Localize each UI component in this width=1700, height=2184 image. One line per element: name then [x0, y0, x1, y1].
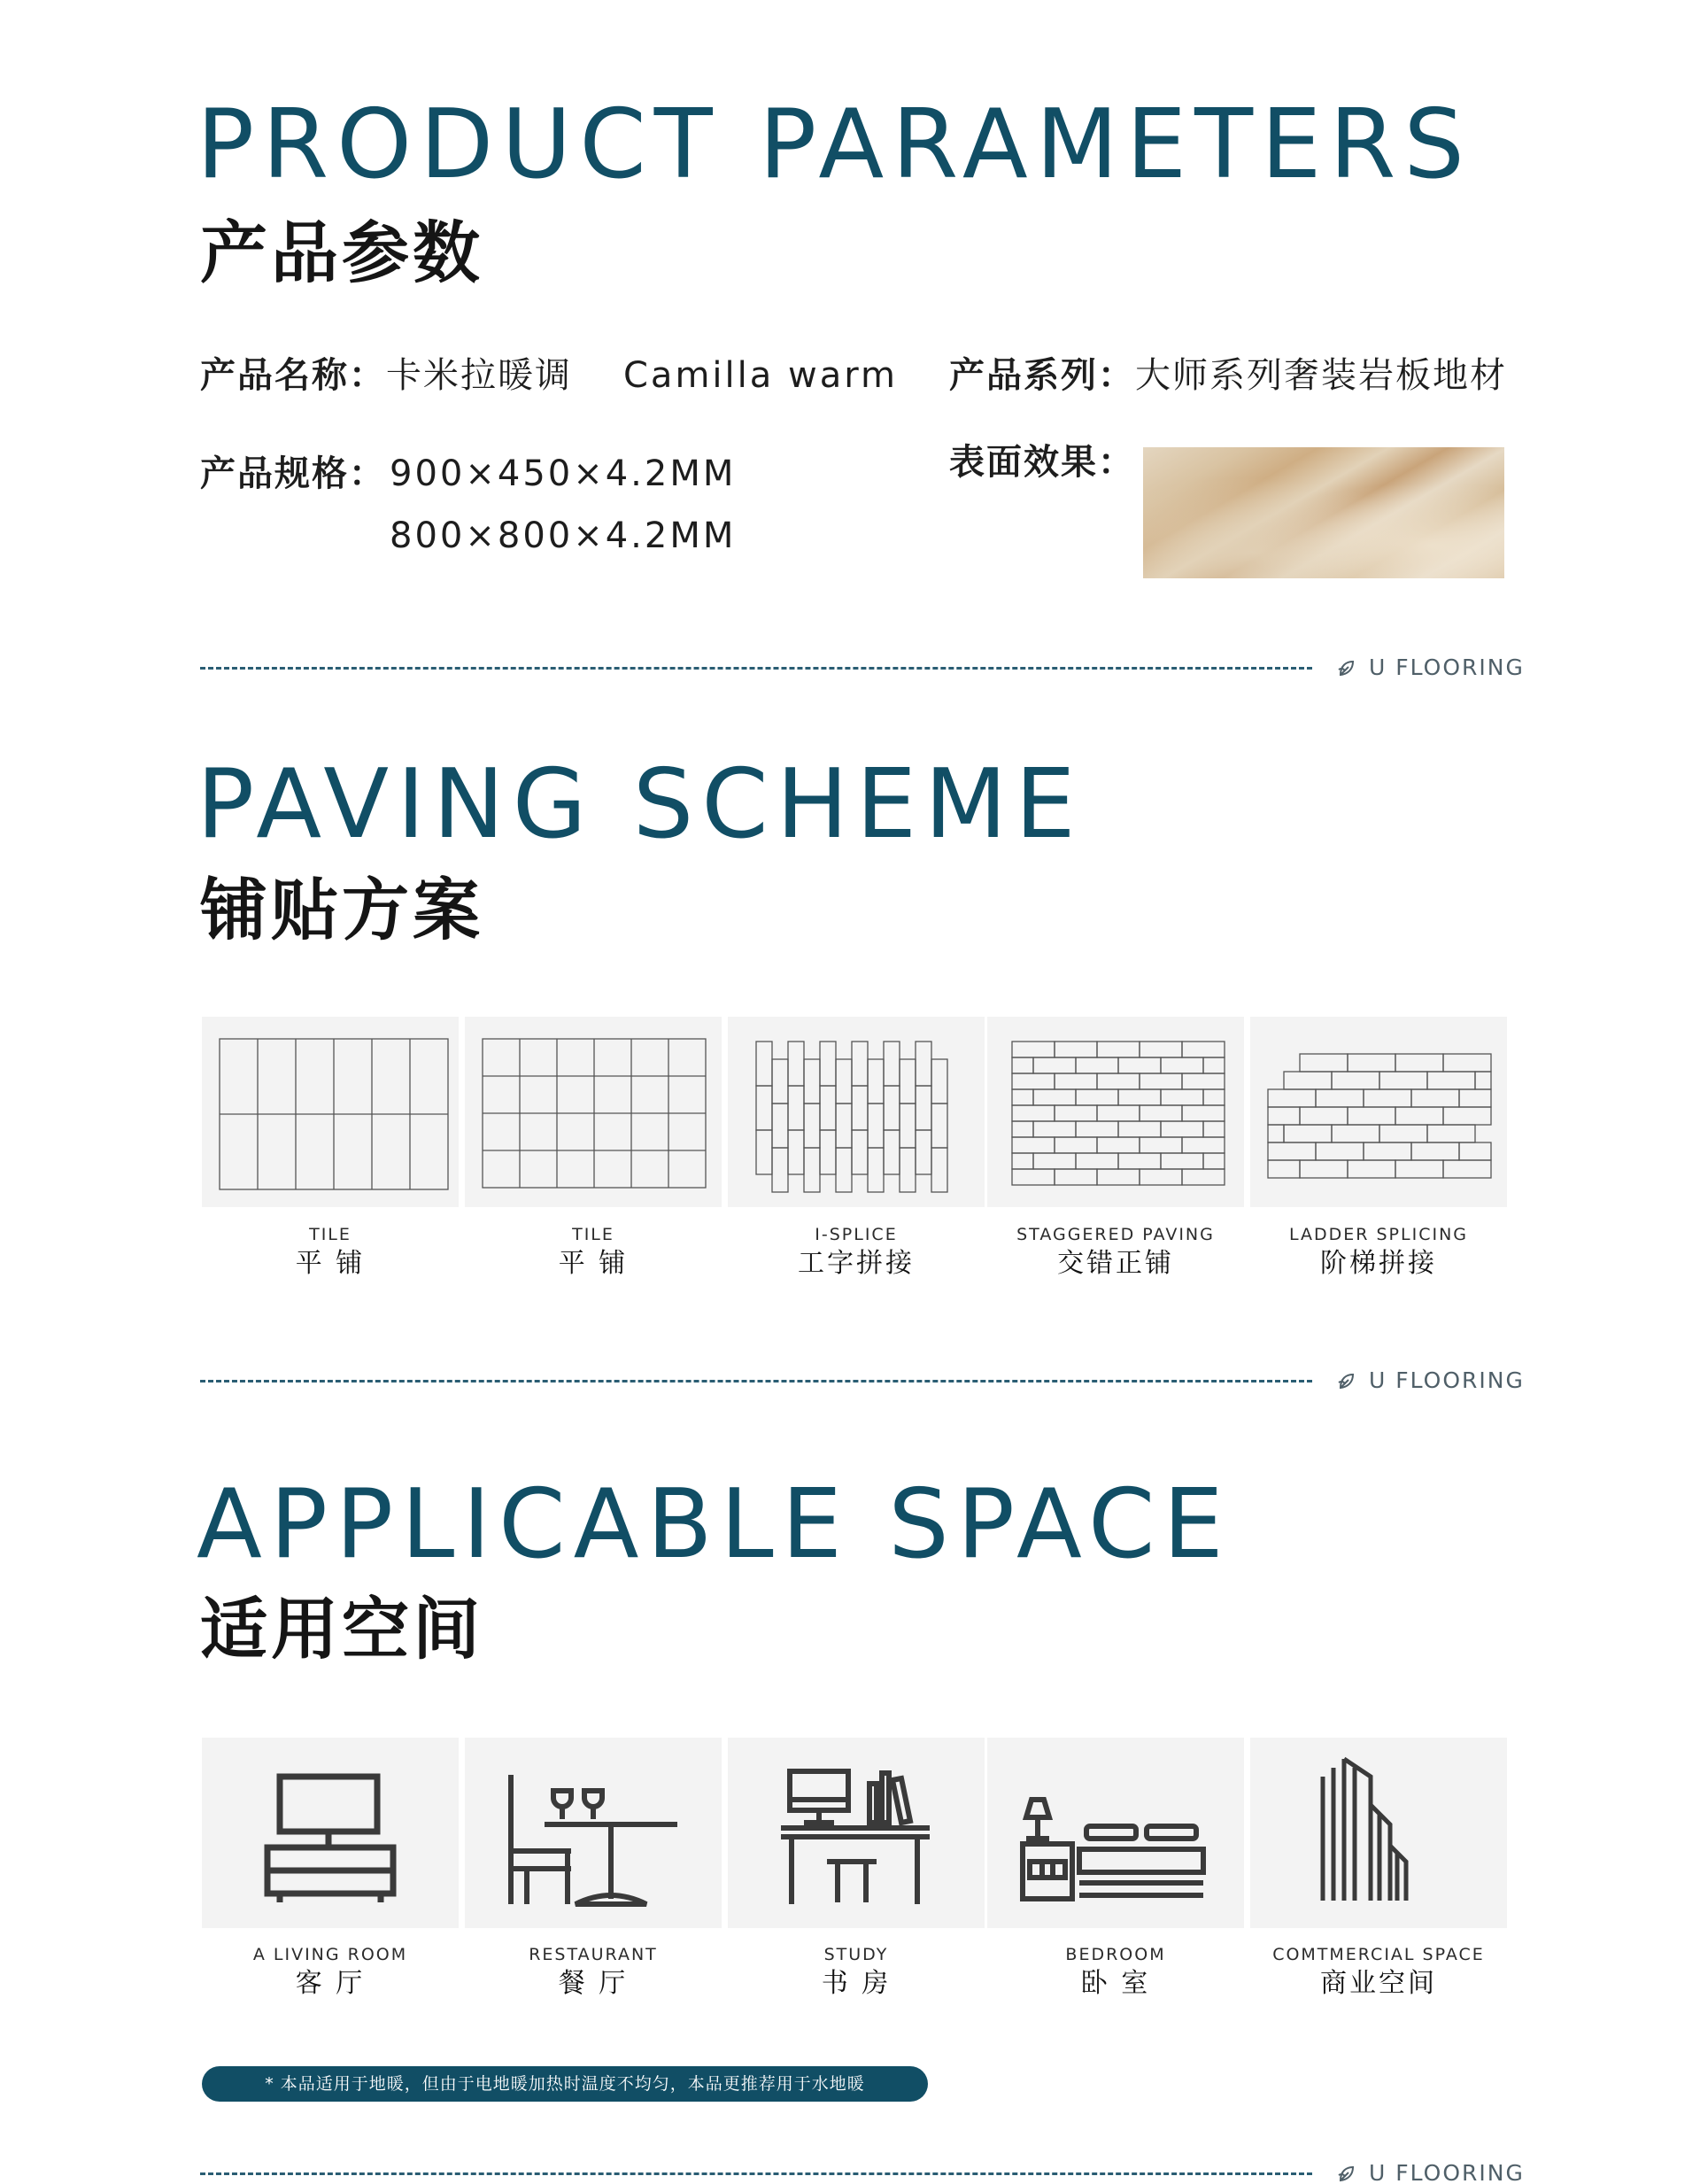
- paving-caption-cn: 交错正铺: [1057, 1248, 1174, 1279]
- office-building-icon: [1250, 1738, 1507, 1928]
- paving-caption-en: LADDER SPLICING: [1288, 1225, 1469, 1244]
- space-card: [202, 1738, 459, 1928]
- brand-text: U FLOORING: [1369, 654, 1525, 680]
- surface-effect-label: 表面效果：: [949, 442, 1135, 483]
- paving-tile-card: [465, 1017, 722, 1207]
- product-name-label: 产品名称：: [200, 355, 386, 396]
- leaf-logo-icon: [1337, 2165, 1356, 2184]
- brand-mark: [1337, 2162, 1525, 2184]
- product-series-row: [949, 355, 1507, 396]
- product-name-row: [200, 355, 898, 396]
- section-divider: [200, 667, 1312, 670]
- product-parameters-subtitle: 产品参数: [200, 213, 483, 292]
- space-caption-en: A LIVING ROOM: [252, 1945, 408, 1964]
- product-spec-2: 800×800×4.2MM: [390, 515, 737, 556]
- dining-table-icon: [465, 1738, 722, 1928]
- product-series-value: 大师系列奢装岩板地材: [1135, 355, 1507, 396]
- space-card: [987, 1738, 1244, 1928]
- paving-scheme-subtitle: 铺贴方案: [200, 871, 483, 949]
- space-caption-en: STUDY: [823, 1945, 889, 1964]
- space-caption-cn: 书 房: [821, 1968, 892, 1999]
- staggered-pattern-icon: [987, 1017, 1244, 1207]
- paving-caption-en: STAGGERED PAVING: [1016, 1225, 1215, 1244]
- paving-caption-cn: 平 铺: [295, 1248, 366, 1279]
- space-caption-cn: 餐 厅: [558, 1968, 629, 1999]
- product-spec-label: 产品规格：: [200, 453, 386, 494]
- space-caption-en: RESTAURANT: [529, 1945, 658, 1964]
- product-parameters-title: PRODUCT PARAMETERS: [197, 89, 1472, 200]
- leaf-logo-icon: [1337, 1372, 1356, 1391]
- desk-computer-icon: [728, 1738, 985, 1928]
- product-name-cn: 卡米拉暖调: [386, 355, 572, 396]
- applicable-space-title: APPLICABLE SPACE: [197, 1469, 1232, 1580]
- brand-mark: [1337, 1369, 1525, 1391]
- section-divider: [200, 1380, 1312, 1382]
- space-card: [465, 1738, 722, 1928]
- applicable-space-subtitle: 适用空间: [200, 1590, 483, 1669]
- brand-text: U FLOORING: [1369, 2160, 1525, 2184]
- leaf-logo-icon: [1337, 659, 1356, 678]
- ladder-pattern-icon: [1250, 1017, 1507, 1207]
- paving-caption-cn: 工字拼接: [798, 1248, 915, 1279]
- paving-caption-en: TILE: [572, 1225, 614, 1244]
- paving-caption-en: I-SPLICE: [815, 1225, 898, 1244]
- i-splice-pattern-icon: [728, 1017, 985, 1207]
- paving-scheme-title: PAVING SCHEME: [197, 749, 1084, 860]
- product-spec-1: 900×450×4.2MM: [390, 453, 737, 494]
- bed-nightstand-icon: [987, 1738, 1244, 1928]
- space-caption-en: BEDROOM: [1065, 1945, 1166, 1964]
- space-caption-cn: 商业空间: [1320, 1968, 1437, 1999]
- tv-cabinet-icon: [202, 1738, 459, 1928]
- grid-large-tile-icon: [202, 1017, 459, 1207]
- paving-caption-en: TILE: [309, 1225, 352, 1244]
- space-caption-cn: 客 厅: [295, 1968, 366, 1999]
- paving-caption-cn: 阶梯拼接: [1320, 1248, 1437, 1279]
- section-divider: [200, 2172, 1312, 2175]
- space-card: [1250, 1738, 1507, 1928]
- paving-tile-card: [202, 1017, 459, 1207]
- underfloor-heating-note: * 本品适用于地暖，但由于电地暖加热时温度不均匀，本品更推荐用于水地暖: [202, 2066, 928, 2102]
- brand-text: U FLOORING: [1369, 1367, 1525, 1393]
- product-name-en: Camilla warm: [623, 355, 898, 396]
- surface-swatch-image: [1143, 447, 1504, 578]
- space-card: [728, 1738, 985, 1928]
- space-caption-en: COMTMERCIAL SPACE: [1272, 1945, 1485, 1964]
- space-caption-cn: 卧 室: [1080, 1968, 1151, 1999]
- grid-square-tile-icon: [465, 1017, 722, 1207]
- brand-mark: [1337, 656, 1525, 678]
- paving-caption-cn: 平 铺: [558, 1248, 629, 1279]
- paving-tile-card: [728, 1017, 985, 1207]
- paving-tile-card: [1250, 1017, 1507, 1207]
- paving-tile-card: [987, 1017, 1244, 1207]
- product-series-label: 产品系列：: [949, 355, 1135, 396]
